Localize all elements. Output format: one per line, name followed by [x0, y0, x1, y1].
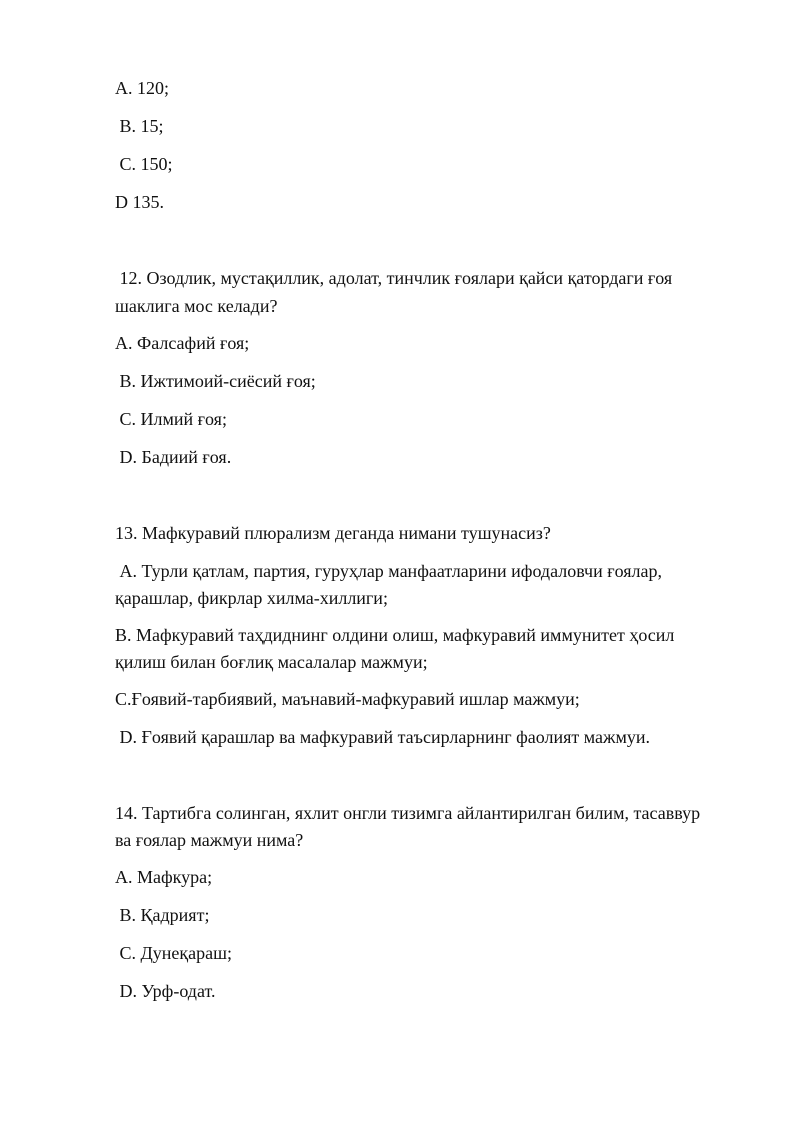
answer-d-q13: D. Ғоявий қарашлар ва мафкуравий таъсирларнинг фаолият мажмуи. — [115, 727, 650, 747]
question-13: 13. Мафкуравий плюрализм деганда нимани тушунасиз? — [115, 523, 551, 543]
answer-b-q13-line-1: В. Мафкуравий таҳдиднинг олдини олиш, мафкуравий иммунитет ҳосил — [115, 625, 675, 645]
question-14-line-1: 14. Тартибга солинган, яхлит онгли тизимга айлантирилган билим, тасаввур — [115, 803, 701, 823]
answer-b-q11: B. 15; — [115, 116, 164, 136]
question-12-line-1: 12. Озодлик, мустақиллик, адолат, тинчлик ғоялари қайси қатордаги ғоя — [115, 268, 673, 288]
answer-c-q13: С.Ғоявий-тарбиявий, маънавий-мафкуравий ишлар мажмуи; — [115, 689, 580, 709]
answer-a-q13-line-2: қарашлар, фикрлар хилма-хиллиги; — [115, 588, 388, 608]
answer-a-q13-line-1: А. Турли қатлам, партия, гуруҳлар манфаатларини ифодаловчи ғоялар, — [115, 561, 663, 581]
question-14-line-2: ва ғоялар мажмуи нима? — [115, 830, 304, 850]
answer-d-q14: D. Урф-одат. — [115, 981, 216, 1001]
question-12-line-2: шаклига мос келади? — [115, 296, 278, 316]
answer-d-q12: D. Бадиий ғоя. — [115, 447, 232, 467]
answer-c-q11: C. 150; — [115, 154, 173, 174]
answer-d-q11: D 135. — [115, 192, 164, 212]
answer-b-q12: В. Ижтимоий-сиёсий ғоя; — [115, 371, 316, 391]
answer-a-q12: А. Фалсафий ғоя; — [115, 333, 250, 353]
answer-b-q14: В. Қадрият; — [115, 905, 210, 925]
answer-a-q14: А. Мафкура; — [115, 867, 213, 887]
answer-a-q11: A. 120; — [115, 78, 169, 98]
answer-c-q14: С. Дунеқараш; — [115, 943, 232, 963]
answer-b-q13-line-2: қилиш билан боғлиқ масалалар мажмуи; — [115, 652, 428, 672]
answer-c-q12: С. Илмий ғоя; — [115, 409, 227, 429]
